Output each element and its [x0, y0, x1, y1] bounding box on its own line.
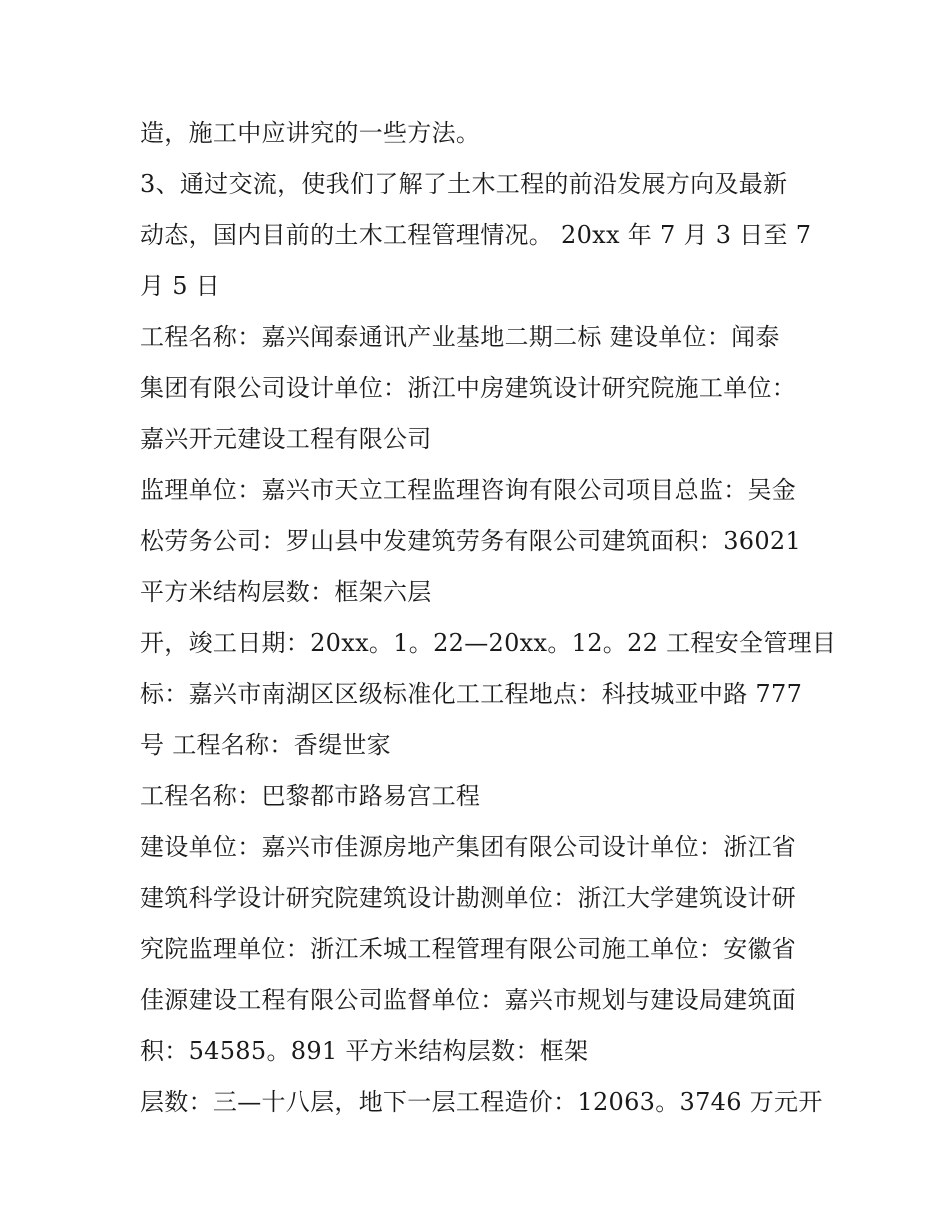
- text-line: 工程名称：嘉兴闻泰通讯产业基地二期二标 建设单位：闻泰: [140, 323, 780, 351]
- text-line: 开，竣工日期：20xx。1。22—20xx。12。22 工程安全管理目: [140, 629, 837, 657]
- document-body: [140, 108, 837, 1128]
- text-line: 月 5 日: [140, 272, 221, 300]
- text-line: 号 工程名称：香缇世家: [140, 731, 391, 759]
- text-line: 松劳务公司：罗山县中发建筑劳务有限公司建筑面积：36021: [140, 527, 802, 555]
- text-line: 造，施工中应讲究的一些方法。: [140, 119, 481, 147]
- text-line: 嘉兴开元建设工程有限公司: [140, 425, 432, 453]
- text-line: 工程名称：巴黎都市路易宫工程: [140, 782, 481, 810]
- text-line: 佳源建设工程有限公司监督单位：嘉兴市规划与建设局建筑面: [140, 986, 797, 1014]
- text-line: 3、通过交流，使我们了解了土木工程的前沿发展方向及最新: [140, 170, 788, 198]
- text-line: 集团有限公司设计单位：浙江中房建筑设计研究院施工单位：: [140, 374, 797, 402]
- text-line: 平方米结构层数：框架六层: [140, 578, 432, 606]
- text-line: 监理单位：嘉兴市天立工程监理咨询有限公司项目总监：吴金: [140, 476, 797, 504]
- text-line: 动态，国内目前的土木工程管理情况。 20xx 年 7 月 3 日至 7: [140, 221, 812, 249]
- text-line: 建设单位：嘉兴市佳源房地产集团有限公司设计单位：浙江省: [140, 833, 797, 861]
- text-line: 层数：三—十八层，地下一层工程造价：12063。3746 万元开: [140, 1088, 823, 1116]
- text-line: 积：54585。891 平方米结构层数：框架: [140, 1037, 589, 1065]
- text-line: 建筑科学设计研究院建筑设计勘测单位：浙江大学建筑设计研: [140, 884, 797, 912]
- text-line: 标：嘉兴市南湖区区级标准化工工程地点：科技城亚中路 777: [140, 680, 803, 708]
- text-line: 究院监理单位：浙江禾城工程管理有限公司施工单位：安徽省: [140, 935, 797, 963]
